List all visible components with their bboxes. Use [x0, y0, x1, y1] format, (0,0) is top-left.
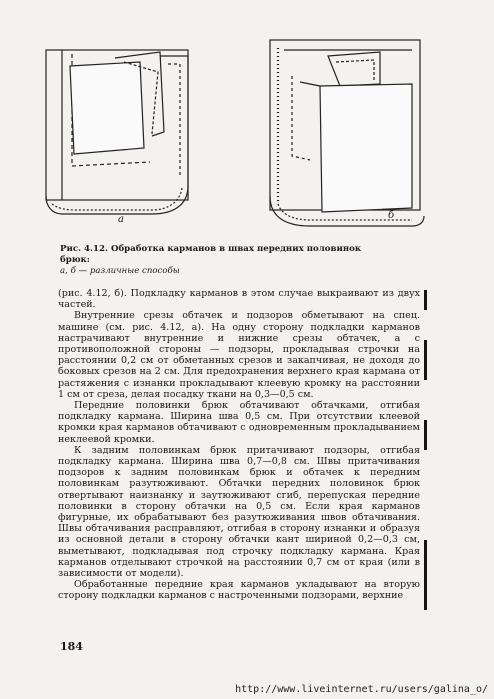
scan-edge-mark [424, 290, 427, 310]
scan-edge-mark [424, 540, 427, 610]
paragraph: Передние половинки брюк обтачивают обтачками, отгибая подкладку кармана. Ширина шва 0,5 см. При отсутствии клеевой кромки края карманов обтачивают с одновременным прокладыванием неклеевой кромки. [58, 400, 420, 445]
figure-label-b: б [388, 210, 395, 221]
figure-label-a: a [118, 214, 124, 225]
figure-drawing-b [270, 40, 424, 226]
page-number: 184 [60, 640, 83, 653]
paragraph: Обработанные передние края карманов укладывают на вторую сторону подкладки карманов с настроченными подзорами, верхние [58, 579, 420, 602]
paragraph: (рис. 4.12, б). Подкладку карманов в этом случае выкраивают из двух частей. [58, 288, 420, 311]
figure-caption [60, 244, 390, 277]
footer-url[interactable]: http://www.liveinternet.ru/users/galina_o/ [235, 684, 488, 695]
scan-edge-mark [424, 420, 427, 450]
figure-drawing-a [46, 50, 188, 214]
scan-edge-mark [424, 340, 427, 380]
caption-subtitle: а, б — различные способы [60, 266, 180, 276]
paragraph: К задним половинкам брюк притачивают подзоры, отгибая подкладку кармана. Ширина шва 0,7—0,8 см. Швы притачивания подзоров к задним половинкам брюк и обтачек к передним половинкам разутюживают. Обтачки передних половинок брюк отвертывают наизнанку и заутюживают сгиб, перепуская передние половинки в сторону обтачки на 0,5 см. Если края карманов фигурные, их обрабатывают без разутюживания швов обтачивания. Швы обтачивания расправляют, отгибая в сторону изнанки и образуя из основной детали в сторону обтачки кант шириной 0,2—0,3 см, выметывают, подкладывая под строчку подкладку кармана. Края карманов отделывают строчкой на расстоянии 0,7 см от края (или в зависимости от модели). [58, 444, 420, 580]
caption-title: Рис. 4.12. Обработка карманов в швах передних половинок брюк: [60, 244, 362, 265]
figure-4-12 [40, 36, 440, 236]
body-text [58, 288, 420, 602]
paragraph: Внутренние срезы обтачек и подзоров обметывают на спец. машине (см. рис. 4.12, а). На одну сторону подкладки карманов настрачивают внутренние и нижние срезы обтачек, а с противоположной стороны — подзоры, прокладывая строчки на расстоянии 0,2 см от обметанных срезов и закапчивая, не доходя до боковых срезов на 2 см. Для предохранения верхнего края кармана от растяжения с изнанки прокладывают клеевую кромку на расстоянии 1 см от среза, делая посадку ткани на 0,3—0,5 см. [58, 310, 420, 400]
